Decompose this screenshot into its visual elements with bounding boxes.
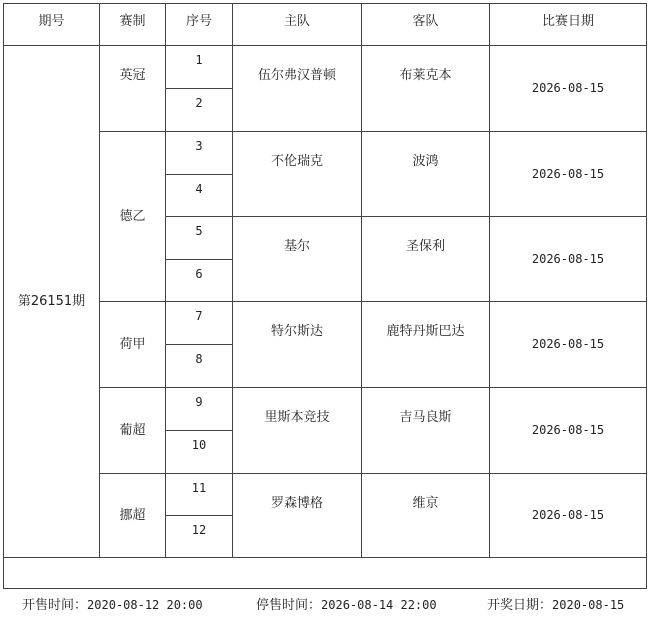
away-team-cell: 圣保利 [361,216,490,302]
seq-cell: 7 [165,301,233,345]
draw-date [487,594,624,613]
league-cell: 葡超 [99,387,166,474]
period-cell: 第26151期 [3,45,100,558]
league-cell: 挪超 [99,473,166,558]
home-team-cell: 基尔 [232,216,362,302]
match-date-cell: 2026-08-15 [489,301,647,388]
sale-stop-value: 2026-08-14 22:00 [321,598,437,612]
header-seq: 序号 [165,3,233,46]
sale-stop [256,594,437,613]
away-team-cell: 布莱克本 [361,45,490,132]
draw-date-label: 开奖日期： [487,598,553,613]
home-team-cell: 里斯本竞技 [232,387,362,474]
match-date-cell: 2026-08-15 [489,131,647,217]
home-team-cell: 罗森博格 [232,473,362,558]
header-home: 主队 [232,3,362,46]
away-team-cell: 维京 [361,473,490,558]
league-cell: 荷甲 [99,301,166,388]
seq-cell: 11 [165,473,233,516]
home-team-cell: 特尔斯达 [232,301,362,388]
league-cell: 德乙 [99,131,166,302]
seq-cell: 4 [165,174,233,218]
home-team-cell: 伍尔弗汉普顿 [232,45,362,132]
home-team-cell: 不伦瑞克 [232,131,362,217]
seq-cell: 1 [165,45,233,89]
sale-start-value: 2020-08-12 20:00 [87,598,203,612]
seq-cell: 3 [165,131,233,175]
match-date-cell: 2026-08-15 [489,387,647,474]
match-date-cell: 2026-08-15 [489,45,647,132]
seq-cell: 6 [165,259,233,302]
away-team-cell: 波鸿 [361,131,490,217]
seq-cell: 9 [165,387,233,431]
seq-cell: 12 [165,515,233,558]
header-away: 客队 [361,3,490,46]
sale-stop-label: 停售时间： [256,598,322,613]
header-period: 期号 [3,3,100,46]
seq-cell: 10 [165,430,233,474]
header-date: 比赛日期 [489,3,647,46]
seq-cell: 2 [165,88,233,132]
away-team-cell: 吉马良斯 [361,387,490,474]
sale-start [22,594,203,613]
sale-start-label: 开售时间： [22,598,88,613]
seq-cell: 8 [165,344,233,388]
away-team-cell: 鹿特丹斯巴达 [361,301,490,388]
league-cell: 英冠 [99,45,166,132]
footer [0,588,650,622]
draw-date-value: 2020-08-15 [552,598,625,612]
match-date-cell: 2026-08-15 [489,473,647,558]
header-format: 赛制 [99,3,166,46]
seq-cell: 5 [165,216,233,260]
match-date-cell: 2026-08-15 [489,216,647,302]
spacer-row [3,557,647,589]
